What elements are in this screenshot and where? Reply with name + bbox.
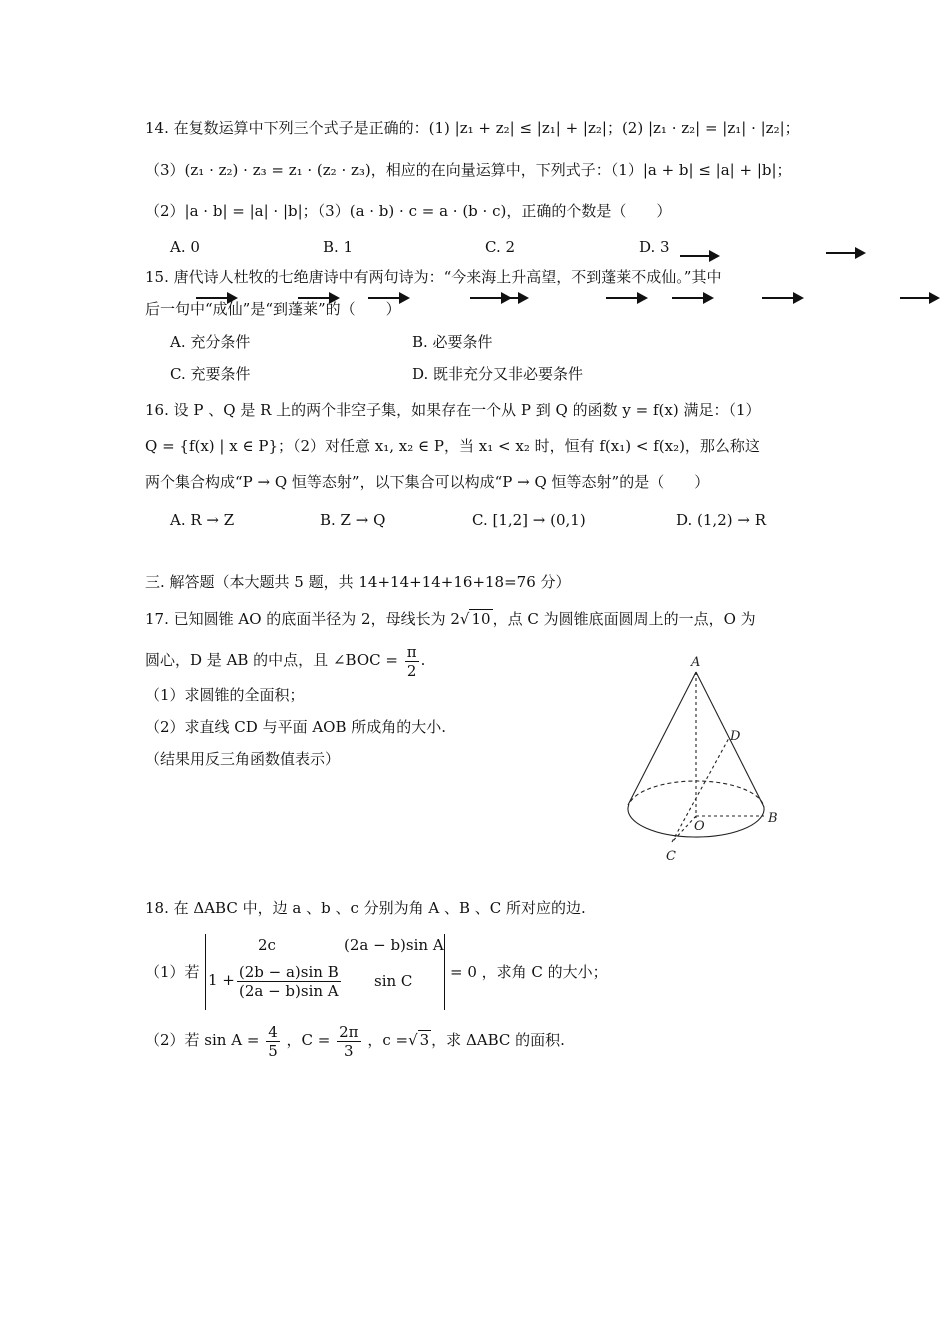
- vector-arrow-icon: [762, 297, 802, 299]
- fraction-denominator: 3: [344, 1041, 354, 1060]
- determinant: [205, 934, 445, 1010]
- q15-line2: 后一句中“成仙”是“到蓬莱”的（ ）: [145, 300, 401, 318]
- q18-sub2-text-b: ，C =: [286, 1031, 331, 1049]
- q16-option-d: D. (1,2) → R: [676, 511, 766, 529]
- q16-option-a: A. R → Z: [170, 511, 235, 529]
- q14-option-d: D. 3: [639, 238, 670, 256]
- q14-line2: （3）(z₁ · z₂) · z₃ = z₁ · (z₂ · z₃)，相应的在向量运算中，下列式子：（1）|a + b| ≤ |a| + |b|；: [145, 161, 792, 179]
- q14-option-a: A. 0: [170, 238, 200, 256]
- q15-line1: 15. 唐代诗人杜牧的七绝唐诗中有两句诗为：“今来海上升高望，不到蓬莱不成仙。”其中: [145, 268, 722, 286]
- q17-line2-text: 圆心，D 是 AB 的中点，且 ∠BOC =: [145, 651, 398, 669]
- q18-sub2-text-d: ，求 ΔABC 的面积.: [431, 1031, 565, 1049]
- q14-option-b: B. 1: [323, 238, 354, 256]
- q18-sqrt-value: 3: [419, 1031, 430, 1049]
- q17-line1-rest: ，点 C 为圆锥底面圆周上的一点，O 为: [492, 610, 756, 628]
- q17-line1: [145, 609, 756, 629]
- label-d: D: [730, 729, 741, 744]
- q16-option-c: C. [1,2] → (0,1): [472, 511, 586, 529]
- q15-option-c: C. 充要条件: [170, 365, 251, 383]
- section-heading: 三. 解答题（本大题共 5 题，共 14+14+14+16+18=76 分）: [145, 573, 571, 591]
- q18-sub1-prefix: （1）若: [145, 963, 200, 981]
- q18-line1: 18. 在 ΔABC 中，边 a 、b 、c 分别为角 A 、B 、C 所对应的边.: [145, 899, 586, 917]
- det-cell-d: sin C: [374, 972, 413, 990]
- q17-subquestion-1: （1）求圆锥的全面积；: [145, 686, 305, 704]
- q16-line3: 两个集合构成“P → Q 恒等态射”，以下集合可以构成“P → Q 恒等态射”的是（ ）: [145, 473, 710, 491]
- label-c: C: [666, 849, 676, 864]
- q17-fraction: [405, 643, 419, 680]
- q16-line2: Q = {f(x) | x ∈ P}；（2）对任意 x₁, x₂ ∈ P，当 x₁ < x₂ 时，恒有 f(x₁) < f(x₂)，那么称这: [145, 437, 760, 455]
- q16-option-b: B. Z → Q: [320, 511, 386, 529]
- vector-arrow-icon: [672, 297, 712, 299]
- q15-option-d: D. 既非充分又非必要条件: [412, 365, 584, 383]
- q15-option-a: A. 充分条件: [170, 333, 251, 351]
- fraction-numerator: π: [406, 642, 417, 661]
- q16-line1: 16. 设 P 、Q 是 R 上的两个非空子集，如果存在一个从 P 到 Q 的函数 y = f(x) 满足：（1）: [145, 401, 761, 419]
- vector-arrow-icon: [606, 297, 646, 299]
- q17-line2-period: .: [420, 651, 426, 669]
- label-b: B: [768, 811, 778, 826]
- q18-subquestion-2: [145, 1020, 565, 1060]
- cone-figure: [610, 650, 790, 865]
- sqrt-symbol: √: [459, 610, 470, 628]
- q14-option-c: C. 2: [485, 238, 516, 256]
- q18-sub2-text-c: ，c =: [367, 1031, 409, 1049]
- det-cell-c: [208, 962, 343, 1000]
- fraction-denominator: (2a − b)sin A: [238, 981, 339, 1000]
- q14-line1: 14. 在复数运算中下列三个式子是正确的：(1) |z₁ + z₂| ≤ |z₁| + |z₂|；(2) |z₁ · z₂| = |z₁| · |z₂|；: [145, 119, 800, 137]
- q17-sqrt-value: 10: [471, 610, 491, 628]
- q15-option-b: B. 必要条件: [412, 333, 493, 351]
- sqrt-symbol: √: [408, 1031, 418, 1049]
- det-cell-b: (2a − b)sin A: [344, 936, 444, 954]
- vector-arrow-icon: [680, 255, 718, 257]
- q18-sub2-text-a: （2）若 sin A =: [145, 1031, 260, 1049]
- det-cell-a: 2c: [258, 936, 276, 954]
- q18-fraction-c: [337, 1023, 360, 1060]
- q18-fraction-sina: [266, 1023, 280, 1060]
- fraction-numerator: 4: [268, 1022, 278, 1041]
- det-cell-c-fraction: [237, 963, 341, 1000]
- q18-sub1-suffix: = 0 ，求角 C 的大小；: [450, 963, 608, 981]
- fraction-denominator: 5: [268, 1041, 278, 1060]
- fraction-numerator: 2π: [339, 1022, 359, 1041]
- vector-arrow-icon: [487, 297, 527, 299]
- fraction-numerator: (2b − a)sin B: [238, 962, 339, 981]
- label-a: A: [691, 655, 701, 670]
- det-cell-c-lead: 1 +: [208, 971, 235, 989]
- label-o: O: [694, 819, 705, 834]
- fraction-denominator: 2: [406, 661, 417, 680]
- vector-arrow-icon: [826, 252, 864, 254]
- q17-line2: [145, 640, 425, 680]
- q17-line1-text: 17. 已知圆锥 AO 的底面半径为 2，母线长为 2: [145, 610, 460, 628]
- vector-arrow-icon: [900, 297, 938, 299]
- q17-note: （结果用反三角函数值表示）: [145, 750, 341, 768]
- q14-line3: （2）|a · b| = |a| · |b|；（3）(a · b) · c = a · (b · c)，正确的个数是（ ）: [145, 202, 672, 220]
- q17-subquestion-2: （2）求直线 CD 与平面 AOB 所成角的大小.: [145, 718, 447, 736]
